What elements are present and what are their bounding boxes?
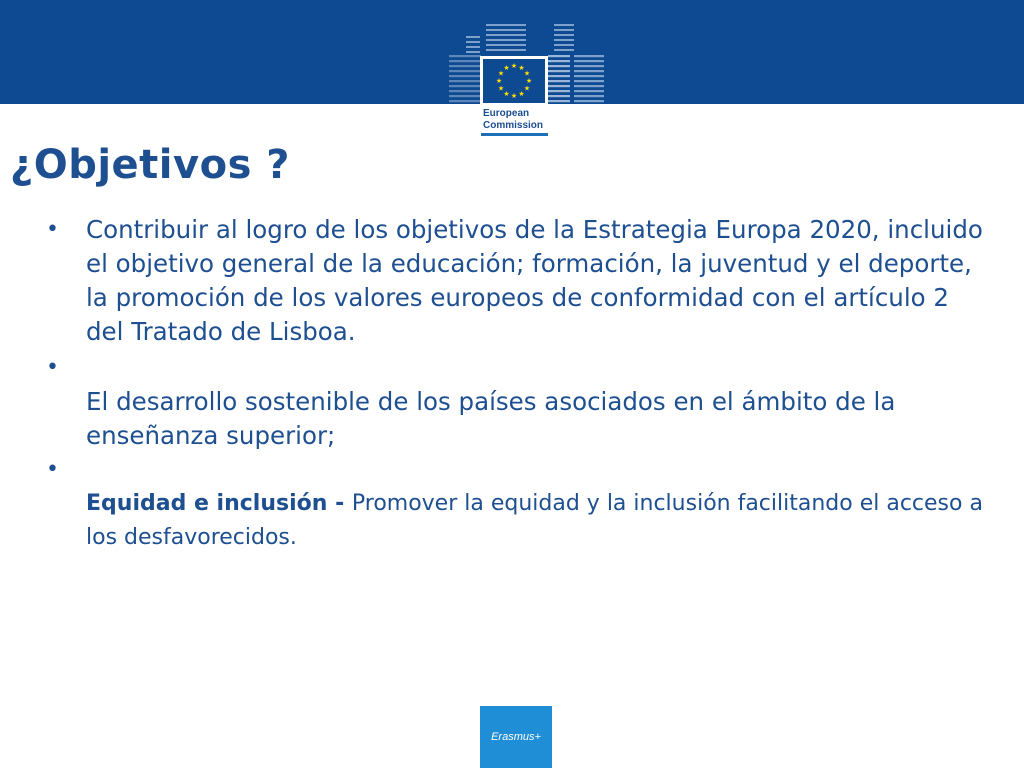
svg-text:★: ★	[510, 62, 518, 70]
svg-text:★: ★	[523, 69, 531, 78]
bullet-item	[46, 453, 986, 553]
svg-text:★: ★	[518, 90, 525, 98]
slide-title: ¿Objetivos ?	[10, 142, 291, 188]
svg-text:★: ★	[503, 64, 510, 72]
wordmark-line1: European	[483, 108, 530, 119]
bullet-dot-icon: •	[46, 217, 59, 242]
bullet-dot-icon: •	[46, 355, 59, 380]
svg-text:★: ★	[503, 90, 510, 98]
svg-text:★: ★	[495, 77, 503, 85]
svg-text:★: ★	[497, 84, 505, 93]
bullet-text: Promover la equidad y la inclusión facilitando el acceso a los desfavorecidos.	[86, 491, 983, 550]
bullet-item	[46, 213, 986, 349]
svg-text:★: ★	[497, 69, 505, 78]
wordmark-underline	[481, 133, 548, 136]
bullet-text: Contribuir al logro de los objetivos de la Estrategia Europa 2020, incluido el objetivo general de la educación; formación, la juventud y el deporte, la promoción de los valores europeos de conformidad con el artículo 2 del Tratado de Lisboa.	[86, 215, 983, 346]
wordmark-line2: Commission	[483, 120, 544, 131]
european-commission-wordmark	[483, 108, 543, 132]
svg-text:★: ★	[523, 84, 531, 93]
bullet-bold-label: Equidad e inclusión -	[86, 491, 352, 516]
erasmus-badge: Erasmus+	[480, 706, 552, 768]
bullet-list	[46, 213, 986, 553]
svg-text:★: ★	[518, 64, 525, 72]
svg-text:★: ★	[525, 77, 533, 85]
svg-text:★: ★	[510, 92, 518, 100]
bullet-dot-icon: •	[46, 457, 59, 482]
bullet-item	[46, 351, 986, 453]
bullet-text: El desarrollo sostenible de los países asociados en el ámbito de la enseñanza superior;	[86, 387, 896, 450]
